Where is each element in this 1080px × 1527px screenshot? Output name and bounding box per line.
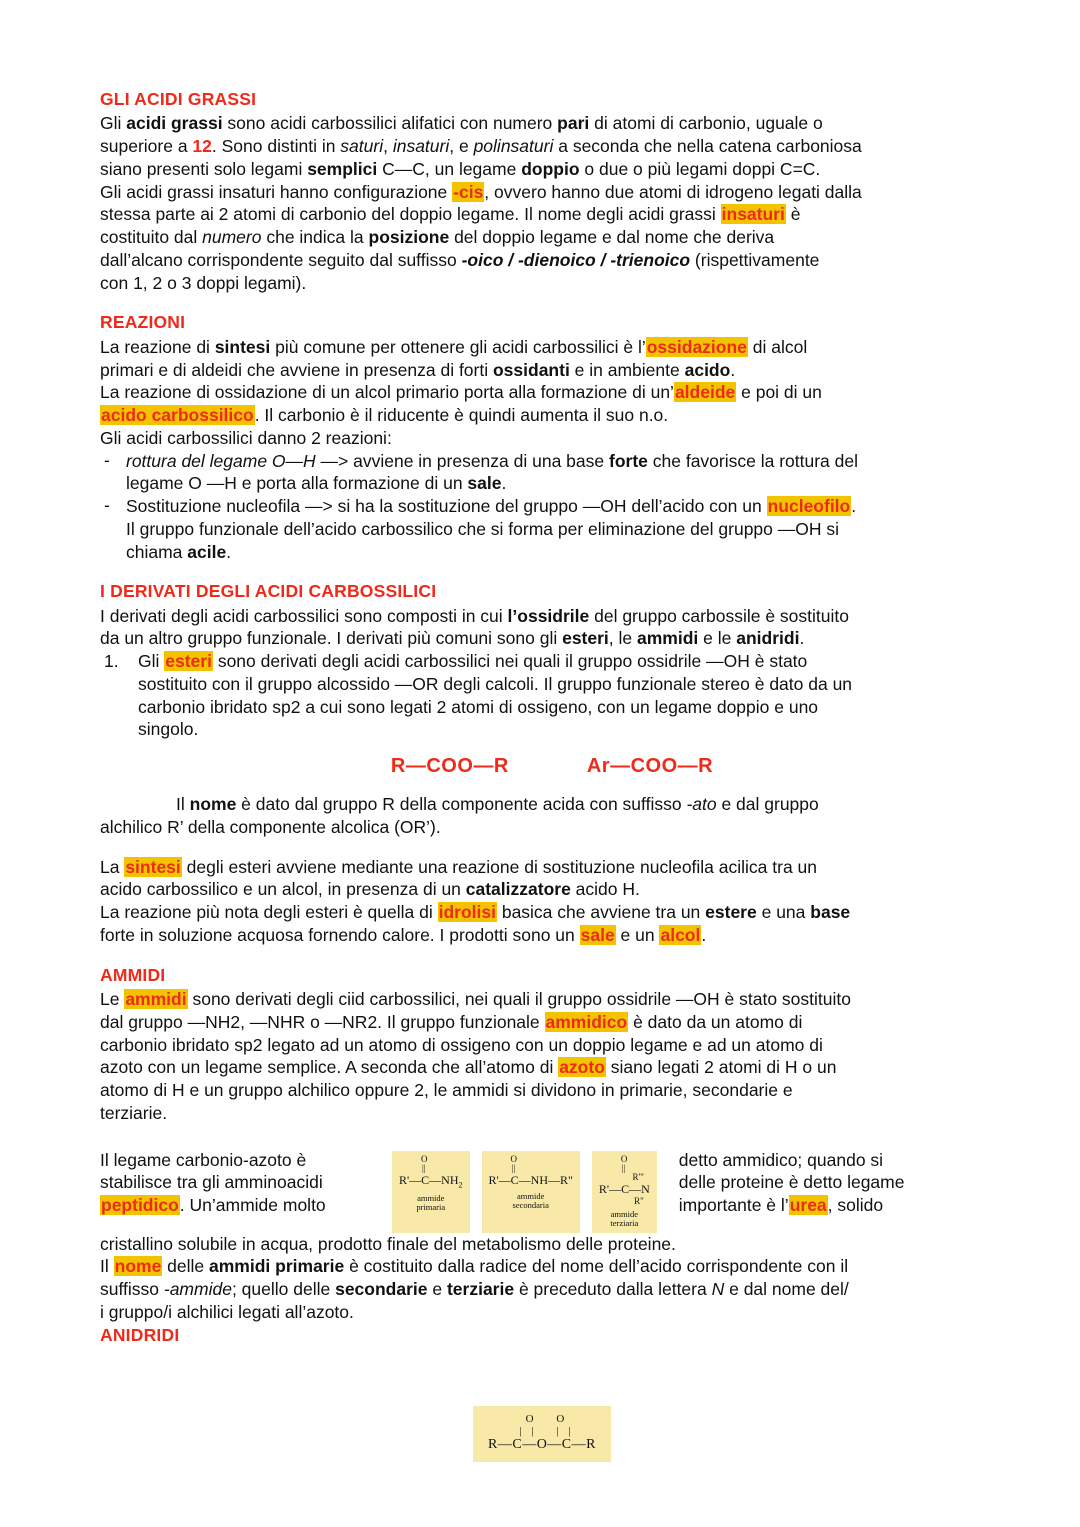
section-heading-derivatives: I DERIVATI DEGLI ACIDI CARBOSSILICI [100, 581, 437, 602]
figure-amide-secondary [482, 1151, 580, 1233]
dash-bullet-icon: - [104, 449, 110, 470]
dash-bullet-icon: - [104, 495, 110, 516]
highlight-nome: nome [114, 1256, 162, 1277]
text-run: azoto con un legame semplice. A seconda che all’atomo di [100, 1057, 559, 1078]
text-bold: posizione [368, 227, 450, 248]
text-run: stessa parte ai 2 atomi di carbonio del doppio legame. Il nome degli acidi grassi [100, 204, 721, 225]
list-item [100, 495, 984, 563]
section-heading-reactions: REAZIONI [100, 312, 186, 333]
text-run: stabilisce tra gli amminoacidi [100, 1172, 323, 1193]
section-fatty-acids [100, 88, 984, 294]
text-run: Il [176, 794, 190, 815]
figure-double-bond-icon: || [621, 1162, 626, 1173]
text-run: i gruppo/i alchilici legati all’azoto. [100, 1301, 354, 1322]
text-run: atomo di H e un gruppo alchilico oppure 2, le ammidi si dividono in primarie, secondarie e [100, 1080, 793, 1101]
text-run: e poi di un [736, 382, 822, 403]
text-run: forte in soluzione acquosa fornendo calore. I prodotti sono un [100, 924, 580, 945]
text-run: suffisso [100, 1279, 164, 1300]
list-item [100, 450, 984, 496]
figure-anhydride [473, 1406, 611, 1462]
formula-ester-aryl: Ar—COO—R [586, 755, 714, 778]
amide-text-left [100, 1149, 392, 1217]
highlight-insaturi: insaturi [721, 204, 785, 225]
text-run: più comune per ottenere gli acidi carbossilici è l’ [270, 336, 646, 357]
text-bold: semplici [307, 158, 378, 179]
reactions-list [100, 450, 984, 564]
amide-structure-figures [392, 1151, 657, 1233]
section-amides [100, 964, 984, 1324]
text-run: dall’alcano corrispondente seguito dal suffisso [100, 249, 462, 270]
text-italic: numero [202, 227, 262, 248]
text-italic-N: N [711, 1279, 725, 1300]
text-run: primari e di aldeidi che avviene in presenza di forti [100, 359, 493, 380]
text-run: a seconda che nella catena carboniosa [553, 136, 862, 157]
section-derivatives [100, 580, 984, 946]
text-bold: acile [187, 541, 227, 562]
highlight-aldeide: aldeide [674, 382, 736, 403]
text-run: da un altro gruppo funzionale. I derivati più comuni sono gli [100, 628, 563, 649]
text-run: La reazione di [100, 336, 215, 357]
text-run: siano presenti solo legami [100, 158, 308, 179]
text-bold: ammidi primarie [209, 1256, 345, 1277]
text-run: . Il carbonio è il riducente è quindi aumenta il suo n.o. [254, 405, 669, 426]
highlight-cis: -cis [453, 181, 484, 202]
text-run: acido carbossilico e un alcol, in presenza di un [100, 879, 466, 900]
text-run: e [427, 1279, 447, 1300]
text-run: Gli [100, 113, 127, 134]
text-run: Gli acidi grassi insaturi hanno configurazione [100, 181, 453, 202]
text-run: degli esteri avviene mediante una reazione di sostituzione nucleofila acilica tra un [181, 856, 818, 877]
highlight-sintesi: sintesi [125, 856, 181, 877]
list-number: 1. [104, 651, 119, 672]
figure-r-substituent-bottom: R" [634, 1195, 644, 1206]
figure-oxygen-label: O [510, 1153, 518, 1164]
paragraph-derivatives-intro [100, 605, 984, 651]
text-run: del doppio legame e dal nome che deriva [449, 227, 775, 248]
section-reactions [100, 311, 984, 563]
highlight-alcol: alcol [660, 924, 701, 945]
text-run: dal gruppo —NH2, —NHR o —NR2. Il gruppo funzionale [100, 1011, 545, 1032]
figure-formula-text: R'—C—NH [399, 1172, 459, 1187]
text-run: singolo. [138, 719, 199, 740]
text-run: , solido [827, 1195, 884, 1216]
figure-caption-line2: primaria [416, 1202, 446, 1213]
text-run: di alcol [747, 336, 808, 357]
figure-double-bond-icons: || || [519, 1424, 581, 1437]
text-suffixes: -oico / -dienoico / -trienoico [461, 249, 691, 270]
text-run: e in ambiente [569, 359, 685, 380]
text-bold: pari [557, 113, 590, 134]
text-run: Il gruppo funzionale dell’acido carbossilico che si forma per eliminazione del gruppo —OH si [126, 518, 840, 539]
figure-r-substituent-top: R"' [632, 1171, 644, 1182]
text-run: . Un’ammide molto [179, 1195, 326, 1216]
text-run: costituito dal [100, 227, 203, 248]
text-run: di atomi di carbonio, uguale o [589, 113, 823, 134]
text-run: —> avviene in presenza di una base [315, 450, 609, 471]
figure-double-bond-icon: || [511, 1162, 516, 1173]
text-run: sono derivati degli acidi carbossilici nei quali il gruppo ossidrile —OH è stato [212, 651, 808, 672]
figure-caption [599, 1210, 650, 1229]
text-italic: -ato [686, 794, 717, 815]
text-run: , [383, 136, 393, 157]
figure-caption-line1: ammide [610, 1208, 639, 1219]
text-bold: sintesi [214, 336, 271, 357]
text-run: C—C, un legame [377, 158, 522, 179]
text-bold: base [810, 902, 851, 923]
figure-formula-subscript: 2 [458, 1179, 463, 1189]
figure-oxygen-label: O [421, 1153, 428, 1164]
text-run: e dal gruppo [716, 794, 819, 815]
highlight-ammidico: ammidico [545, 1011, 628, 1032]
text-run: che favorisce la rottura del [647, 450, 858, 471]
text-run: , ovvero hanno due atomi di idrogeno legati dalla [484, 181, 862, 202]
text-bold: estere [705, 902, 757, 923]
paragraph-amides [100, 988, 984, 1125]
text-bold: doppio [521, 158, 580, 179]
text-italic: -ammide [163, 1279, 232, 1300]
text-bold: acidi grassi [126, 113, 223, 134]
figure-formula: R'—C—N [598, 1181, 650, 1196]
highlight-urea: urea [789, 1195, 827, 1216]
text-run: (rispettivamente [690, 249, 820, 270]
text-run: acido H. [570, 879, 640, 900]
figure-formula [399, 1173, 463, 1190]
text-run: e dal nome del/ [724, 1279, 849, 1300]
text-run: Il [100, 1256, 114, 1277]
text-bold: forte [609, 450, 648, 471]
text-run: Gli acidi carbossilici danno 2 reazioni: [100, 427, 392, 448]
text-run: . [701, 924, 707, 945]
text-bold: nome [189, 794, 237, 815]
highlight-acido-carbossilico: acido carbossilico [101, 405, 254, 426]
paragraph-reactions [100, 336, 984, 450]
text-run: . [226, 541, 232, 562]
text-run: La reazione di ossidazione di un alcol primario porta alla formazione di un’ [100, 382, 674, 403]
text-run: e un [615, 924, 660, 945]
text-run: superiore a [100, 136, 193, 157]
text-run: basica che avviene tra un [496, 902, 706, 923]
figure-amide-tertiary [592, 1151, 657, 1233]
text-run: importante è l’ [678, 1195, 789, 1216]
text-run: delle proteine è detto legame [678, 1172, 905, 1193]
figure-caption-line1: ammide [517, 1190, 545, 1201]
text-bold: esteri [562, 628, 609, 649]
text-run: legame O —H e porta alla formazione di un [126, 473, 468, 494]
figure-formula: R'—C—NH—R" [488, 1172, 573, 1187]
text-italic: insaturi [392, 136, 450, 157]
text-italic: rottura del legame O—H [126, 450, 316, 471]
text-run: cristallino solubile in acqua, prodotto finale del metabolismo delle proteine. [100, 1233, 676, 1254]
text-run: che indica la [261, 227, 369, 248]
text-run: Le [100, 989, 125, 1010]
paragraph-ester-naming-line2 [100, 816, 984, 839]
text-run: ; quello delle [231, 1279, 336, 1300]
formula-ester-alkyl: R—COO—R [390, 755, 509, 778]
text-run: . [851, 496, 857, 517]
highlight-nucleofilo: nucleofilo [767, 496, 851, 517]
amide-figures-row [100, 1149, 984, 1233]
figure-caption-line2: secondaria [512, 1200, 549, 1211]
text-run: Sostituzione nucleofila —> si ha la sostituzione del gruppo —OH dell’acido con un [126, 496, 767, 517]
text-run: . [799, 628, 805, 649]
text-run: Gli [138, 651, 165, 672]
text-run: è [785, 204, 801, 225]
text-run: con 1, 2 o 3 doppi legami). [100, 272, 307, 293]
figure-caption [489, 1192, 573, 1211]
text-run: e le [698, 628, 737, 649]
text-run: I derivati degli acidi carbossilici sono composti in cui [100, 605, 508, 626]
paragraph-ester-synthesis [100, 856, 984, 947]
highlight-idrolisi: idrolisi [438, 902, 496, 923]
text-run: è costituito dalla radice del nome dell’acido corrispondente con il [344, 1256, 849, 1277]
figure-double-bond-icon: || [422, 1162, 426, 1173]
amide-text-right [657, 1149, 984, 1217]
text-run: . [730, 359, 736, 380]
text-italic: polinsaturi [473, 136, 554, 157]
section-heading-anhydrides: ANIDRIDI [100, 1324, 180, 1345]
text-bold: ammidi [637, 628, 699, 649]
text-bold: sale [467, 473, 502, 494]
text-run: delle [162, 1256, 210, 1277]
figure-caption-line1: ammide [417, 1192, 445, 1203]
highlight-esteri: esteri [165, 651, 212, 672]
text-run: Il legame carbonio-azoto è [100, 1149, 307, 1170]
text-bold: acido [684, 359, 731, 380]
highlight-sale: sale [580, 924, 615, 945]
paragraph-amides-after [100, 1233, 984, 1324]
text-run: è dato dal gruppo R della componente acida con suffisso [236, 794, 687, 815]
text-bold: catalizzatore [465, 879, 571, 900]
text-run: La [100, 856, 125, 877]
section-heading-amides: AMMIDI [100, 964, 166, 985]
highlight-ossidazione: ossidazione [646, 336, 747, 357]
paragraph-fatty-acids [100, 112, 984, 294]
text-bold: l’ossidrile [507, 605, 590, 626]
text-run: o due o più legami doppi C=C. [579, 158, 821, 179]
text-bold: anidridi [736, 628, 800, 649]
text-run: , e [449, 136, 474, 157]
list-item-esteri [100, 650, 984, 741]
text-run: e una [756, 902, 811, 923]
section-anhydrides [100, 1324, 984, 1346]
figure-formula: R—C—O—C—R [488, 1437, 596, 1453]
text-bold: secondarie [335, 1279, 428, 1300]
text-run: La reazione più nota degli esteri è quella di [100, 902, 438, 923]
text-italic: saturi [340, 136, 384, 157]
figure-caption-line2: terziaria [610, 1218, 639, 1229]
highlight-ammidi: ammidi [125, 989, 187, 1010]
text-run: del gruppo carbossile è sostituito [589, 605, 849, 626]
text-run: . Sono distinti in [211, 136, 341, 157]
text-run: è preceduto dalla lettera [514, 1279, 712, 1300]
figure-oxygen-labels: O O [525, 1412, 575, 1425]
text-run: , le [608, 628, 638, 649]
highlight-peptidico: peptidico [101, 1195, 179, 1216]
figure-amide-primary [392, 1151, 470, 1233]
text-number-12: 12 [192, 136, 212, 157]
text-run: sostituito con il gruppo alcossido —OR degli calcoli. Il gruppo funzionale stereo è dato da un [138, 673, 853, 694]
text-run: detto ammidico; quando si [678, 1149, 884, 1170]
text-run: . [501, 473, 507, 494]
text-run: è dato da un atomo di [628, 1011, 803, 1032]
text-run: alchilico R’ della componente alcolica (OR’). [100, 816, 441, 837]
text-bold: terziarie [446, 1279, 515, 1300]
text-run: terziarie. [100, 1102, 168, 1123]
section-heading-fatty-acids: GLI ACIDI GRASSI [100, 89, 257, 109]
figure-oxygen-label: O [620, 1153, 628, 1164]
figure-caption [399, 1194, 463, 1213]
text-run: carbonio ibridato sp2 a cui sono legati 2 atomi di ossigeno, con un legame doppio e uno [138, 696, 819, 717]
text-run: sono derivati degli ciid carbossilici, nei quali il gruppo ossidrile —OH è stato sostituito [187, 989, 851, 1010]
text-run: chiama [126, 541, 188, 562]
ester-formulas [100, 755, 984, 778]
text-run: siano legati 2 atomi di H o un [605, 1057, 837, 1078]
highlight-azoto: azoto [559, 1057, 605, 1078]
paragraph-ester-naming [100, 793, 984, 816]
text-run: sono acidi carbossilici alifatici con numero [222, 113, 558, 134]
text-run: carbonio ibridato sp2 legato ad un atomo di ossigeno con un doppio legame e ad un atomo di [100, 1034, 823, 1055]
text-bold: ossidanti [492, 359, 570, 380]
